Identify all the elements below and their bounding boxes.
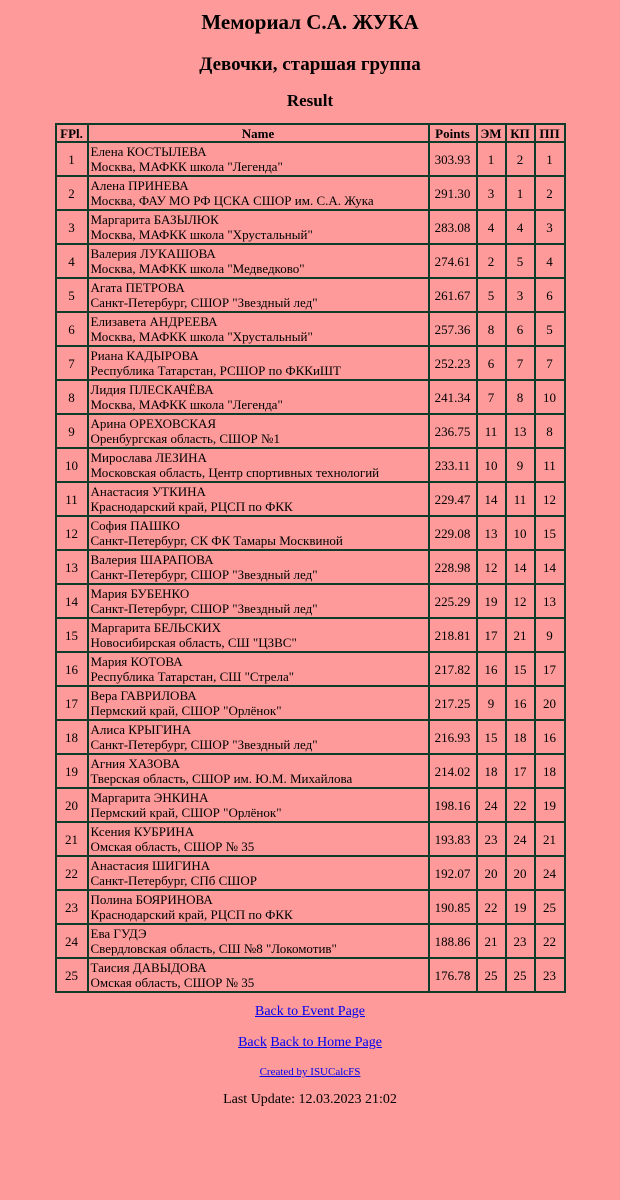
table-row	[56, 346, 565, 380]
em-place-cell: 12	[477, 550, 506, 584]
em-place-cell: 9	[477, 686, 506, 720]
skater-cell	[88, 584, 429, 618]
kp-place-cell: 20	[506, 856, 535, 890]
em-place-cell: 3	[477, 176, 506, 210]
pp-place-cell: 2	[535, 176, 565, 210]
skater-name: Алена ПРИНЕВА	[90, 178, 189, 193]
table-row	[56, 652, 565, 686]
place-cell: 13	[56, 550, 88, 584]
points-cell: 291.30	[429, 176, 477, 210]
credits-row	[0, 1065, 620, 1079]
place-cell: 22	[56, 856, 88, 890]
em-place-cell: 2	[477, 244, 506, 278]
results-table	[55, 123, 566, 993]
skater-club: Пермский край, СШОР "Орлёнок"	[90, 703, 282, 718]
em-place-cell: 7	[477, 380, 506, 414]
skater-club: Омская область, СШОР № 35	[90, 975, 255, 990]
em-place-cell: 25	[477, 958, 506, 992]
place-cell: 17	[56, 686, 88, 720]
skater-cell	[88, 550, 429, 584]
skater-club: Москва, МАФКК школа "Легенда"	[90, 397, 283, 412]
kp-place-cell: 13	[506, 414, 535, 448]
skater-club: Москва, ФАУ МО РФ ЦСКА СШОР им. С.А. Жука	[90, 193, 374, 208]
skater-club: Оренбургская область, СШОР №1	[90, 431, 280, 446]
kp-place-cell: 15	[506, 652, 535, 686]
skater-cell	[88, 822, 429, 856]
pp-place-cell: 12	[535, 482, 565, 516]
points-cell: 229.08	[429, 516, 477, 550]
last-update: Last Update: 12.03.2023 21:02	[223, 1092, 397, 1107]
table-row	[56, 142, 565, 176]
table-row	[56, 244, 565, 278]
skater-club: Москва, МАФКК школа "Хрустальный"	[90, 227, 313, 242]
skater-name: Ева ГУДЭ	[90, 926, 147, 941]
pp-place-cell: 11	[535, 448, 565, 482]
points-cell: 283.08	[429, 210, 477, 244]
skater-club: Санкт-Петербург, СК ФК Тамары Москвиной	[90, 533, 343, 548]
skater-name: Вера ГАВРИЛОВА	[90, 688, 197, 703]
pp-place-cell: 5	[535, 312, 565, 346]
skater-name: Ксения КУБРИНА	[90, 824, 195, 839]
pp-place-cell: 24	[535, 856, 565, 890]
skater-name: Агния ХАЗОВА	[90, 756, 180, 771]
table-row	[56, 210, 565, 244]
pp-place-cell: 10	[535, 380, 565, 414]
kp-place-cell: 16	[506, 686, 535, 720]
points-cell: 193.83	[429, 822, 477, 856]
table-row	[56, 754, 565, 788]
place-cell: 14	[56, 584, 88, 618]
skater-name: Маргарита ЭНКИНА	[90, 790, 209, 805]
pp-place-cell: 9	[535, 618, 565, 652]
points-cell: 236.75	[429, 414, 477, 448]
points-cell: 216.93	[429, 720, 477, 754]
skater-club: Омская область, СШОР № 35	[90, 839, 255, 854]
points-cell: 217.25	[429, 686, 477, 720]
table-row	[56, 958, 565, 992]
skater-club: Санкт-Петербург, СШОР "Звездный лед"	[90, 601, 318, 616]
points-cell: 198.16	[429, 788, 477, 822]
skater-cell	[88, 482, 429, 516]
col-header-pp: ПП	[535, 124, 565, 142]
place-cell: 18	[56, 720, 88, 754]
kp-place-cell: 1	[506, 176, 535, 210]
col-header-kp: КП	[506, 124, 535, 142]
table-row	[56, 890, 565, 924]
kp-place-cell: 10	[506, 516, 535, 550]
pp-place-cell: 1	[535, 142, 565, 176]
kp-place-cell: 22	[506, 788, 535, 822]
place-cell: 23	[56, 890, 88, 924]
kp-place-cell: 7	[506, 346, 535, 380]
kp-place-cell: 2	[506, 142, 535, 176]
pp-place-cell: 20	[535, 686, 565, 720]
place-cell: 9	[56, 414, 88, 448]
skater-club: Санкт-Петербург, СПб СШОР	[90, 873, 257, 888]
col-header-points: Points	[429, 124, 477, 142]
pp-place-cell: 7	[535, 346, 565, 380]
pp-place-cell: 16	[535, 720, 565, 754]
place-cell: 2	[56, 176, 88, 210]
points-cell: 225.29	[429, 584, 477, 618]
place-cell: 1	[56, 142, 88, 176]
kp-place-cell: 23	[506, 924, 535, 958]
em-place-cell: 18	[477, 754, 506, 788]
skater-name: Мария КОТОВА	[90, 654, 183, 669]
skater-club: Новосибирская область, СШ "ЦЗВС"	[90, 635, 297, 650]
place-cell: 7	[56, 346, 88, 380]
kp-place-cell: 19	[506, 890, 535, 924]
skater-cell	[88, 346, 429, 380]
skater-cell	[88, 652, 429, 686]
pp-place-cell: 6	[535, 278, 565, 312]
points-cell: 252.23	[429, 346, 477, 380]
place-cell: 10	[56, 448, 88, 482]
pp-place-cell: 19	[535, 788, 565, 822]
skater-cell	[88, 210, 429, 244]
kp-place-cell: 21	[506, 618, 535, 652]
skater-name: Алиса КРЫГИНА	[90, 722, 192, 737]
table-row	[56, 618, 565, 652]
back-to-home-link[interactable]: Back to Home Page	[270, 1035, 382, 1050]
em-place-cell: 16	[477, 652, 506, 686]
pp-place-cell: 18	[535, 754, 565, 788]
skater-name: Маргарита БЕЛЬСКИХ	[90, 620, 222, 635]
skater-name: Елизавета АНДРЕЕВА	[90, 314, 218, 329]
em-place-cell: 23	[477, 822, 506, 856]
skater-cell	[88, 380, 429, 414]
pp-place-cell: 22	[535, 924, 565, 958]
results-body	[56, 142, 565, 992]
table-row	[56, 278, 565, 312]
skater-name: Маргарита БАЗЫЛЮК	[90, 212, 219, 227]
kp-place-cell: 17	[506, 754, 535, 788]
skater-club: Республика Татарстан, РСШОР по ФККиШТ	[90, 363, 341, 378]
skater-cell	[88, 312, 429, 346]
skater-name: Мирослава ЛЕЗИНА	[90, 450, 207, 465]
table-row	[56, 380, 565, 414]
skater-name: Анастасия УТКИНА	[90, 484, 206, 499]
event-title: Мемориал С.А. ЖУКА	[201, 10, 419, 34]
place-cell: 6	[56, 312, 88, 346]
place-cell: 4	[56, 244, 88, 278]
back-link[interactable]: Back	[238, 1035, 267, 1050]
kp-place-cell: 24	[506, 822, 535, 856]
pp-place-cell: 8	[535, 414, 565, 448]
skater-name: София ПАШКО	[90, 518, 180, 533]
em-place-cell: 22	[477, 890, 506, 924]
kp-place-cell: 8	[506, 380, 535, 414]
points-cell: 261.67	[429, 278, 477, 312]
skater-club: Санкт-Петербург, СШОР "Звездный лед"	[90, 737, 318, 752]
skater-name: Риана КАДЫРОВА	[90, 348, 199, 363]
points-cell: 214.02	[429, 754, 477, 788]
skater-club: Пермский край, СШОР "Орлёнок"	[90, 805, 282, 820]
col-header-name: Name	[88, 124, 429, 142]
created-by-link[interactable]: Created by ISUCalcFS	[259, 1066, 361, 1078]
em-place-cell: 24	[477, 788, 506, 822]
table-header-row	[56, 124, 565, 142]
skater-name: Мария БУБЕНКО	[90, 586, 190, 601]
pp-place-cell: 21	[535, 822, 565, 856]
table-row	[56, 822, 565, 856]
em-place-cell: 11	[477, 414, 506, 448]
skater-name: Анастасия ШИГИНА	[90, 858, 211, 873]
skater-cell	[88, 890, 429, 924]
skater-club: Свердловская область, СШ №8 "Локомотив"	[90, 941, 337, 956]
place-cell: 8	[56, 380, 88, 414]
skater-club: Москва, МАФКК школа "Медведково"	[90, 261, 305, 276]
points-cell: 233.11	[429, 448, 477, 482]
pp-place-cell: 23	[535, 958, 565, 992]
pp-place-cell: 3	[535, 210, 565, 244]
skater-cell	[88, 754, 429, 788]
table-row	[56, 788, 565, 822]
col-header-place: FPl.	[56, 124, 88, 142]
table-row	[56, 550, 565, 584]
table-row	[56, 924, 565, 958]
place-cell: 21	[56, 822, 88, 856]
em-place-cell: 6	[477, 346, 506, 380]
em-place-cell: 10	[477, 448, 506, 482]
points-cell: 192.07	[429, 856, 477, 890]
place-cell: 19	[56, 754, 88, 788]
kp-place-cell: 4	[506, 210, 535, 244]
place-cell: 11	[56, 482, 88, 516]
back-to-event-link[interactable]: Back to Event Page	[254, 1004, 366, 1019]
col-header-em: ЭМ	[477, 124, 506, 142]
kp-place-cell: 12	[506, 584, 535, 618]
place-cell: 20	[56, 788, 88, 822]
table-row	[56, 414, 565, 448]
kp-place-cell: 3	[506, 278, 535, 312]
skater-cell	[88, 176, 429, 210]
table-row	[56, 584, 565, 618]
place-cell: 16	[56, 652, 88, 686]
skater-club: Москва, МАФКК школа "Хрустальный"	[90, 329, 313, 344]
points-cell: 228.98	[429, 550, 477, 584]
skater-club: Санкт-Петербург, СШОР "Звездный лед"	[90, 567, 318, 582]
pp-place-cell: 25	[535, 890, 565, 924]
place-cell: 24	[56, 924, 88, 958]
em-place-cell: 4	[477, 210, 506, 244]
table-row	[56, 686, 565, 720]
skater-cell	[88, 448, 429, 482]
em-place-cell: 1	[477, 142, 506, 176]
pp-place-cell: 13	[535, 584, 565, 618]
place-cell: 12	[56, 516, 88, 550]
skater-name: Арина ОРЕХОВСКАЯ	[90, 416, 217, 431]
place-cell: 5	[56, 278, 88, 312]
skater-name: Валерия ШАРАПОВА	[90, 552, 214, 567]
category-title: Девочки, старшая группа	[199, 54, 421, 75]
skater-cell	[88, 142, 429, 176]
section-title: Result	[286, 91, 334, 110]
em-place-cell: 15	[477, 720, 506, 754]
table-row	[56, 448, 565, 482]
skater-club: Санкт-Петербург, СШОР "Звездный лед"	[90, 295, 318, 310]
kp-place-cell: 14	[506, 550, 535, 584]
skater-cell	[88, 278, 429, 312]
points-cell: 241.34	[429, 380, 477, 414]
points-cell: 303.93	[429, 142, 477, 176]
em-place-cell: 19	[477, 584, 506, 618]
table-row	[56, 856, 565, 890]
em-place-cell: 14	[477, 482, 506, 516]
skater-name: Елена КОСТЫЛЕВА	[90, 144, 207, 159]
skater-name: Таисия ДАВЫДОВА	[90, 960, 207, 975]
points-cell: 190.85	[429, 890, 477, 924]
em-place-cell: 21	[477, 924, 506, 958]
skater-cell	[88, 720, 429, 754]
place-cell: 15	[56, 618, 88, 652]
points-cell: 257.36	[429, 312, 477, 346]
kp-place-cell: 9	[506, 448, 535, 482]
skater-name: Агата ПЕТРОВА	[90, 280, 185, 295]
skater-club: Тверская область, СШОР им. Ю.М. Михайлова	[90, 771, 353, 786]
kp-place-cell: 18	[506, 720, 535, 754]
skater-cell	[88, 244, 429, 278]
em-place-cell: 5	[477, 278, 506, 312]
skater-club: Москва, МАФКК школа "Легенда"	[90, 159, 283, 174]
em-place-cell: 13	[477, 516, 506, 550]
table-row	[56, 312, 565, 346]
em-place-cell: 8	[477, 312, 506, 346]
skater-club: Краснодарский край, РЦСП по ФКК	[90, 907, 293, 922]
skater-club: Московская область, Центр спортивных технологий	[90, 465, 380, 480]
skater-cell	[88, 414, 429, 448]
table-row	[56, 516, 565, 550]
table-row	[56, 482, 565, 516]
skater-club: Краснодарский край, РЦСП по ФКК	[90, 499, 293, 514]
skater-cell	[88, 788, 429, 822]
skater-cell	[88, 958, 429, 992]
skater-cell	[88, 856, 429, 890]
kp-place-cell: 6	[506, 312, 535, 346]
em-place-cell: 20	[477, 856, 506, 890]
skater-name: Лидия ПЛЕСКАЧЁВА	[90, 382, 214, 397]
pp-place-cell: 14	[535, 550, 565, 584]
points-cell: 188.86	[429, 924, 477, 958]
skater-cell	[88, 686, 429, 720]
kp-place-cell: 25	[506, 958, 535, 992]
home-link-row	[0, 1034, 620, 1052]
points-cell: 229.47	[429, 482, 477, 516]
place-cell: 25	[56, 958, 88, 992]
event-link-row	[0, 1003, 620, 1021]
skater-club: Республика Татарстан, СШ "Стрела"	[90, 669, 295, 684]
skater-name: Полина БОЯРИНОВА	[90, 892, 213, 907]
points-cell: 176.78	[429, 958, 477, 992]
table-row	[56, 720, 565, 754]
points-cell: 217.82	[429, 652, 477, 686]
place-cell: 3	[56, 210, 88, 244]
skater-name: Валерия ЛУКАШОВА	[90, 246, 216, 261]
skater-cell	[88, 618, 429, 652]
kp-place-cell: 5	[506, 244, 535, 278]
skater-cell	[88, 516, 429, 550]
points-cell: 218.81	[429, 618, 477, 652]
points-cell: 274.61	[429, 244, 477, 278]
pp-place-cell: 4	[535, 244, 565, 278]
em-place-cell: 17	[477, 618, 506, 652]
table-row	[56, 176, 565, 210]
skater-cell	[88, 924, 429, 958]
kp-place-cell: 11	[506, 482, 535, 516]
pp-place-cell: 15	[535, 516, 565, 550]
pp-place-cell: 17	[535, 652, 565, 686]
